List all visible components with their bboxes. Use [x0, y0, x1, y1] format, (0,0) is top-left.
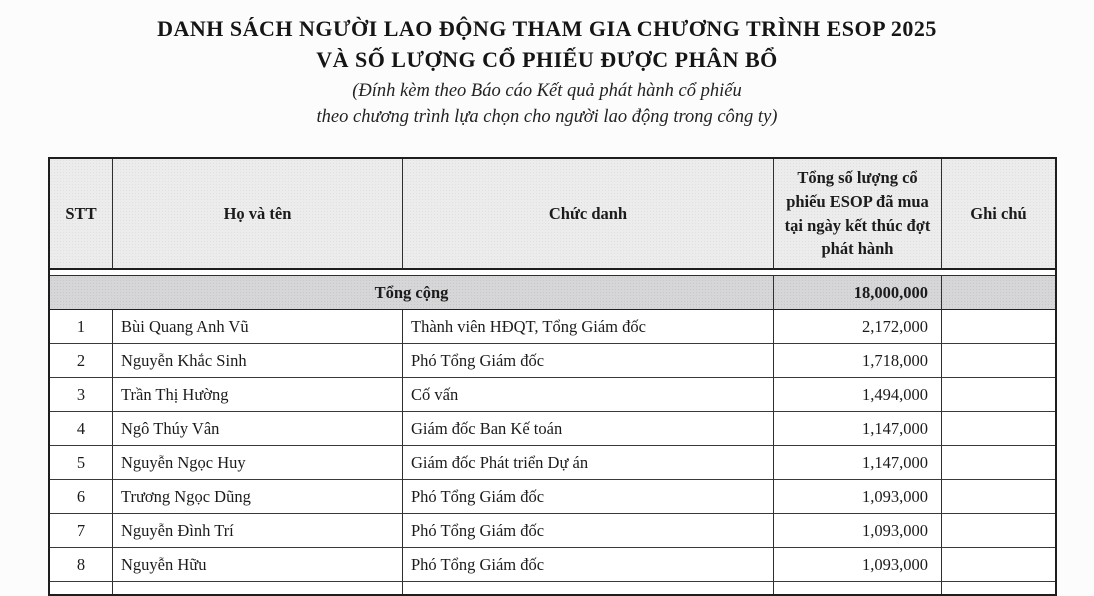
row-position: Phó Tổng Giám đốc [403, 480, 774, 514]
row-position: Phó Tổng Giám đốc [403, 548, 774, 582]
table-row [50, 310, 1055, 344]
row-stt: 1 [50, 310, 113, 344]
row-note [942, 344, 1055, 378]
row-name: Nguyễn Ngọc Huy [113, 446, 403, 480]
total-shares: 18,000,000 [774, 275, 942, 310]
row-shares: 1,494,000 [774, 378, 942, 412]
document-title-line1: DANH SÁCH NGƯỜI LAO ĐỘNG THAM GIA CHƯƠNG TRÌNH ESOP 2025 [157, 16, 937, 41]
row-position: Thành viên HĐQT, Tổng Giám đốc [403, 310, 774, 344]
row-name: Trần Thị Hường [113, 378, 403, 412]
row-position: Giám đốc Ban Kế toán [403, 412, 774, 446]
table-row [50, 514, 1055, 548]
row-position: Cố vấn [403, 378, 774, 412]
header-stt: STT [50, 159, 113, 270]
document-title-line2: VÀ SỐ LƯỢNG CỔ PHIẾU ĐƯỢC PHÂN BỔ [316, 47, 778, 72]
table-row [50, 446, 1055, 480]
document-subtitle [0, 78, 1094, 130]
row-stt: 3 [50, 378, 113, 412]
table-row [50, 344, 1055, 378]
row-name: Nguyễn Hữu [113, 548, 403, 582]
row-stt: 2 [50, 344, 113, 378]
row-name: Nguyễn Khắc Sinh [113, 344, 403, 378]
table-row [50, 480, 1055, 514]
row-shares: 2,172,000 [774, 310, 942, 344]
table-row [50, 548, 1055, 582]
document-subtitle-line1: (Đính kèm theo Báo cáo Kết quả phát hành cổ phiếu [352, 81, 742, 101]
row-shares: 1,093,000 [774, 514, 942, 548]
table-total-row [50, 275, 1055, 310]
row-stt: 5 [50, 446, 113, 480]
row-note [942, 446, 1055, 480]
table-header-row [50, 159, 1055, 270]
total-note [942, 275, 1055, 310]
header-name: Họ và tên [113, 159, 403, 270]
row-note [942, 480, 1055, 514]
row-note [942, 412, 1055, 446]
row-name: Bùi Quang Anh Vũ [113, 310, 403, 344]
table-row-partial [50, 582, 1055, 594]
table-row [50, 378, 1055, 412]
row-position: Phó Tổng Giám đốc [403, 344, 774, 378]
row-stt: 4 [50, 412, 113, 446]
row-stt: 8 [50, 548, 113, 582]
row-shares: 1,093,000 [774, 548, 942, 582]
row-note [942, 514, 1055, 548]
header-position: Chức danh [403, 159, 774, 270]
row-name: Nguyễn Đình Trí [113, 514, 403, 548]
row-name: Ngô Thúy Vân [113, 412, 403, 446]
row-note [942, 548, 1055, 582]
row-shares: 1,093,000 [774, 480, 942, 514]
row-note [942, 378, 1055, 412]
row-stt: 7 [50, 514, 113, 548]
row-stt: 6 [50, 480, 113, 514]
header-shares: Tổng số lượng cổ phiếu ESOP đã mua tại ngày kết thúc đợt phát hành [774, 159, 942, 270]
esop-allocation-table [48, 157, 1057, 596]
table-body [50, 310, 1055, 582]
row-position: Phó Tổng Giám đốc [403, 514, 774, 548]
table-row [50, 412, 1055, 446]
document-subtitle-line2: theo chương trình lựa chọn cho người lao động trong công ty) [316, 107, 778, 127]
row-name: Trương Ngọc Dũng [113, 480, 403, 514]
row-note [942, 310, 1055, 344]
row-position: Giám đốc Phát triển Dự án [403, 446, 774, 480]
row-shares: 1,147,000 [774, 412, 942, 446]
row-shares: 1,718,000 [774, 344, 942, 378]
document-header [0, 13, 1094, 130]
header-note: Ghi chú [942, 159, 1055, 270]
row-shares: 1,147,000 [774, 446, 942, 480]
total-label: Tổng cộng [50, 275, 774, 310]
